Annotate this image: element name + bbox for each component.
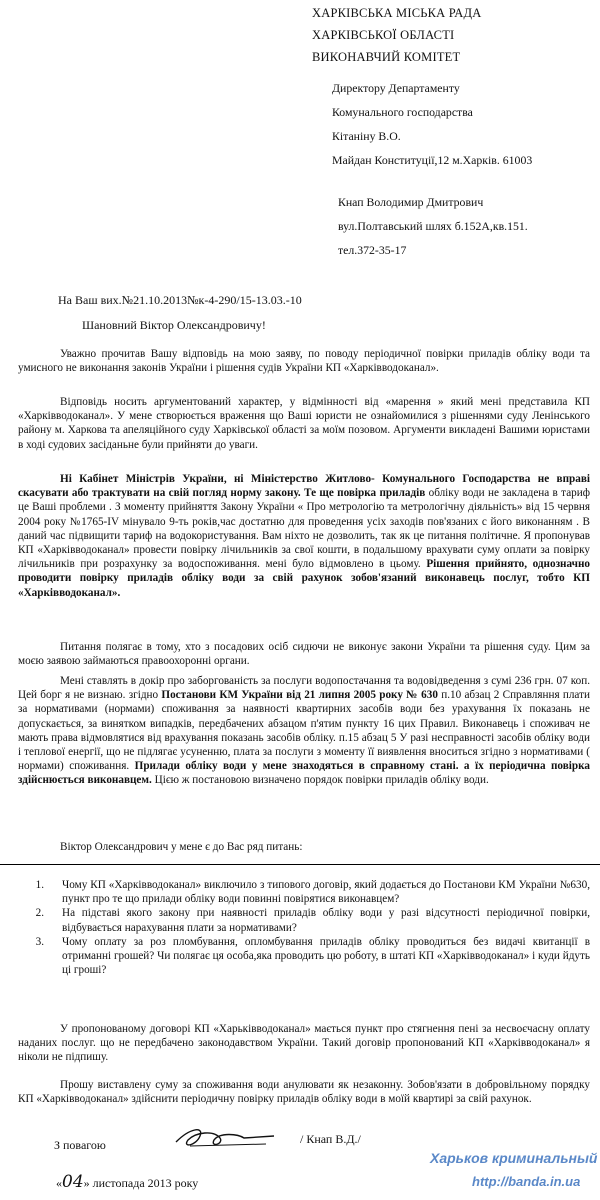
regards-text: З повагою (54, 1138, 106, 1152)
questions-list (18, 878, 590, 977)
paragraph-8: Прошу виставлену суму за споживання води анулювати як незаконну. Зобов'язати в добровільному порядку КП «Харківводоканал» здійснити періодичну повірку приладів обліку води в моїй квартирі за свій рахунок. (18, 1079, 590, 1106)
question-text: Чому оплату за роз пломбування, опломбування приладів обліку проводиться без видачі квитанції в отриманні грошей? Чи полягає ця особа,яка проводить цю роботу, в штаті КП «Харківводоканал» і куди йдуть ці гроші? (62, 935, 590, 977)
date-line (56, 1172, 198, 1192)
paragraph-4: Питання полягає в тому, хто з посадових осіб сидючи не виконує закони України та рішення суду. Цим за моєю заявою займаються правоохоронні органи. (18, 641, 590, 668)
paragraph-7: У пропонованому договорі КП «Харьківводоканал» мається пункт про стягнення пені за несвоєчасну оплату наданих послуг. що не передбачено законодавством України. Такий договір пропонований КП «Харківводоканал» я ніколи не підпишу. (18, 1023, 590, 1064)
paragraph-3-bold-2: Рішення прийнято, однозначно проводити повірку приладів обліку води за свій рахунок зобов'язаний виконавець послуг, тобто КП «Харківводоканал». (18, 558, 590, 599)
paragraph-2: Відповідь носить аргументований характер, у відмінності від «марення » який мені представила КП «Харківводоканал». У мене створюється враження що Ваші юристи не ознайомилися з рішеннями суду Ленінського району м. Харкова та апеляційного суду Харківської області за моїм позовом. Аргументи викладені Вашими юристами в ході судових засіданьне були прийняти до уваги. (18, 396, 590, 451)
watermark-url: http://banda.in.ua (472, 1174, 581, 1189)
paragraph-5-text-c: Цією ж постановою визначено порядок повірки приладів обліку води. (151, 774, 489, 787)
paragraph-3-text: обліку води не закладена в тариф це Ваші проблеми . З моменту прийняття Закону України « Про метрологію та метрологічну діяльність» від 15 червня 2004 року №1765-IV мінувало 9-ть років,час достатню для проведення усіх заходів пов'язаних с його виконанням . В даний час підвищити тариф на водокористування. Вам ніхто не дозволить, так як це питання політичне. Я пропонував КП «Харківводоканал» провести повірку лічильників за свої кошти, в подальшому врахувати суму оплати за повірку лічильників при розрахунку за водоспоживання. мені було відмовлено в цьому. (18, 487, 590, 571)
paragraph-5-bold: Постанови КМ України від 21 липня 2005 року № 630 (161, 689, 438, 702)
paragraph-5-text-a: Мені ставлять в докір про заборгованість за послуги водопостачання та водовідведення з сумі 236 грн. 07 коп. Цей борг я не визнаю. згідно (18, 675, 590, 702)
question-text: На підставі якого закону при наявності приладів обліку води у разі відсутності періодичної повірки, відбувається нарахування плати за нормативами? (62, 907, 590, 934)
recipient-name: Кітаніну В.О. (332, 129, 401, 143)
date-day: 04 (62, 1172, 84, 1192)
recipient-title: Директору Департаменту (332, 81, 460, 95)
question-number: 1. (35, 879, 44, 891)
question-text: Чому КП «Харківводоканал» виключило з типового договір, який додається до Постанови КМ України №630, пункт про те що прилади обліку води повинні повірятися виконавцем? (62, 879, 590, 906)
council-heading: ХАРКІВСЬКА МІСЬКА РАДА (312, 6, 482, 20)
question-item (18, 935, 590, 978)
signature-name: / Кнап В.Д./ (300, 1132, 361, 1146)
recipient-address: Майдан Конституції,12 м.Харків. 61003 (332, 153, 533, 167)
question-number: 3. (35, 935, 44, 948)
paragraph-1: Уважно прочитав Вашу відповідь на мою заяву, по поводу періодичної повірки приладів обліку води та умисного не виконання законів України і рішення судів України КП «Харківводоканал». (18, 348, 590, 375)
sender-address: вул.Полтавський шлях б.152А,кв.151. (338, 219, 528, 233)
paragraph-5-bold-2: Прилади обліку води у мене знаходяться в справному стані. а їх періодична повірка здійснюється виконавцем. (18, 760, 590, 787)
paragraph-6: Віктор Олександрович у мене є до Вас ряд питань: (60, 841, 303, 853)
reference-line: На Ваш вих.№21.10.2013№к-4-290/15-13.03.-10 (58, 293, 302, 307)
sender-phone: тел.372-35-17 (338, 243, 407, 257)
question-item (18, 906, 590, 934)
sender-name: Кнап Володимир Дмитрович (338, 195, 484, 209)
date-rest: » листопада 2013 року (83, 1176, 199, 1190)
paragraph-5 (18, 674, 590, 788)
page-divider (0, 864, 600, 865)
question-number: 2. (35, 907, 44, 920)
date-open-quote: « (56, 1176, 62, 1190)
region-heading: ХАРКІВСЬКОЇ ОБЛАСТІ (312, 28, 455, 42)
paragraph-3 (18, 472, 590, 600)
watermark-title: Харьков криминальный (430, 1150, 598, 1166)
committee-heading: ВИКОНАВЧИЙ КОМІТЕТ (312, 50, 461, 64)
handwritten-signature (170, 1122, 280, 1156)
paragraph-3-bold: Ні Кабінет Міністрів України, ні Міністерство Житлово- Комунального Господарства не вправі скасувати або трактувати на свій погляд норму закону. Те ще повірка приладів (18, 473, 590, 500)
greeting: Шановний Віктор Олександровичу! (82, 318, 266, 332)
paragraph-5-text-b: п.10 абзац 2 Справляння плати за нормативами (нормами) споживання за наявності квартирних засобів води без урахування їх показань не допускається, за винятком випадків, передбачених абзацом п'ятим пункту 16 цих Правил. Виконавець і споживач не мають права відмовлятися від врахування показань засобів обліку. п.15 абзац 5 У разі несправності засобів обліку води і теплової енергії, що не підлягає усуненню, плата за послуги з моменту її виявлення вноситься згідно з нормативами ( нормами) споживання. (18, 689, 590, 773)
recipient-dept: Комунального господарства (332, 105, 473, 119)
question-item (18, 878, 590, 906)
